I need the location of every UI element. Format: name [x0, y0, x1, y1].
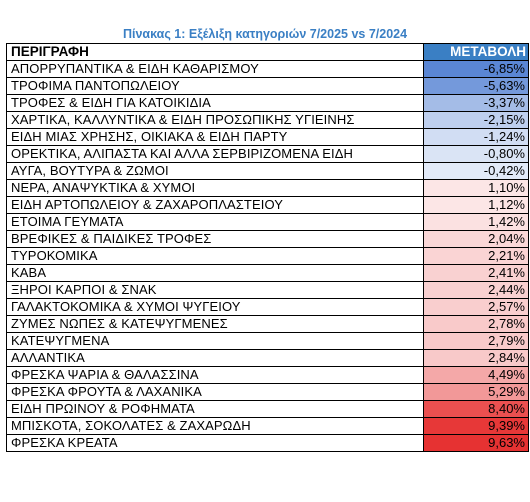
table-row — [7, 95, 529, 112]
category-description-cell: ΤΡΟΦΕΣ & ΕΙΔΗ ΓΙΑ ΚΑΤΟΙΚΙΔΙΑ — [7, 95, 424, 112]
table-title: Πίνακας 1: Εξέλιξη κατηγοριών 7/2025 vs 7/2024 — [122, 27, 408, 41]
table-row — [7, 112, 529, 129]
category-description-cell: ΤΥΡΟΚΟΜΙΚΑ — [7, 248, 424, 265]
table-row — [7, 197, 529, 214]
table-row — [7, 248, 529, 265]
table-row — [7, 214, 529, 231]
category-description-cell: ΜΠΙΣΚΟΤΑ, ΣΟΚΟΛΑΤΕΣ & ΖΑΧΑΡΩΔΗ — [7, 418, 424, 435]
table-row — [7, 384, 529, 401]
change-value-cell: 2,78% — [424, 316, 529, 333]
change-value-cell: -0,42% — [424, 163, 529, 180]
category-description-cell: ΕΤΟΙΜΑ ΓΕΥΜΑΤΑ — [7, 214, 424, 231]
change-value-cell: 2,57% — [424, 299, 529, 316]
change-value-cell: 2,21% — [424, 248, 529, 265]
table-row — [7, 435, 529, 452]
change-value-cell: -2,15% — [424, 112, 529, 129]
category-description-cell: ΑΛΛΑΝΤΙΚΑ — [7, 350, 424, 367]
change-value-cell: 8,40% — [424, 401, 529, 418]
change-value-cell: 1,12% — [424, 197, 529, 214]
change-value-cell: 9,63% — [424, 435, 529, 452]
table-row — [7, 316, 529, 333]
category-description-cell: ΦΡΕΣΚΑ ΨΑΡΙΑ & ΘΑΛΑΣΣΙΝΑ — [7, 367, 424, 384]
change-value-cell: -3,37% — [424, 95, 529, 112]
change-value-cell: 2,44% — [424, 282, 529, 299]
category-description-cell: ΕΙΔΗ ΜΙΑΣ ΧΡΗΣΗΣ, ΟΙΚΙΑΚΑ & ΕΙΔΗ ΠΑΡΤΥ — [7, 129, 424, 146]
category-description-cell: ΦΡΕΣΚΑ ΚΡΕΑΤΑ — [7, 435, 424, 452]
change-value-cell: 2,41% — [424, 265, 529, 282]
table-row — [7, 282, 529, 299]
change-value-cell: 2,84% — [424, 350, 529, 367]
header-row — [7, 44, 529, 61]
change-value-cell: 2,04% — [424, 231, 529, 248]
category-description-cell: ΧΑΡΤΙΚΑ, ΚΑΛΛΥΝΤΙΚΑ & ΕΙΔΗ ΠΡΟΣΩΠΙΚΗΣ ΥΓΙΕΙΝΗΣ — [7, 112, 424, 129]
category-description-cell: ΚΑΒΑ — [7, 265, 424, 282]
change-column-header: ΜΕΤΑΒΟΛΗ — [424, 44, 529, 61]
change-value-cell: -1,24% — [424, 129, 529, 146]
category-description-cell: ΖΥΜΕΣ ΝΩΠΕΣ & ΚΑΤΕΨΥΓΜΕΝΕΣ — [7, 316, 424, 333]
table-row — [7, 401, 529, 418]
category-description-cell: ΤΡΟΦΙΜΑ ΠΑΝΤΟΠΩΛΕΙΟΥ — [7, 78, 424, 95]
change-value-cell: 4,49% — [424, 367, 529, 384]
change-value-cell: 9,39% — [424, 418, 529, 435]
change-value-cell: -0,80% — [424, 146, 529, 163]
table-row — [7, 265, 529, 282]
table-row — [7, 61, 529, 78]
change-value-cell: -5,63% — [424, 78, 529, 95]
table-row — [7, 180, 529, 197]
category-description-cell: ΒΡΕΦΙΚΕΣ & ΠΑΙΔΙΚΕΣ ΤΡΟΦΕΣ — [7, 231, 424, 248]
table-row — [7, 333, 529, 350]
category-description-cell: ΕΙΔΗ ΑΡΤΟΠΩΛΕΙΟΥ & ΖΑΧΑΡΟΠΛΑΣΤΕΙΟΥ — [7, 197, 424, 214]
change-value-cell: 1,42% — [424, 214, 529, 231]
table-row — [7, 299, 529, 316]
table-body — [7, 61, 529, 452]
category-description-cell: ΑΥΓΑ, ΒΟΥΤΥΡΑ & ΖΩΜΟΙ — [7, 163, 424, 180]
category-description-cell: ΑΠΟΡΡΥΠΑΝΤΙΚΑ & ΕΙΔΗ ΚΑΘΑΡΙΣΜΟΥ — [7, 61, 424, 78]
change-value-cell: 5,29% — [424, 384, 529, 401]
category-description-cell: ΕΙΔΗ ΠΡΩΙΝΟΥ & ΡΟΦΗΜΑΤΑ — [7, 401, 424, 418]
change-value-cell: 1,10% — [424, 180, 529, 197]
description-column-header: ΠΕΡΙΓΡΑΦΗ — [7, 44, 424, 61]
category-change-table — [6, 43, 529, 452]
category-description-cell: ΓΑΛΑΚΤΟΚΟΜΙΚΑ & ΧΥΜΟΙ ΨΥΓΕΙΟΥ — [7, 299, 424, 316]
category-description-cell: ΦΡΕΣΚΑ ΦΡΟΥΤΑ & ΛΑΧΑΝΙΚΑ — [7, 384, 424, 401]
table-row — [7, 163, 529, 180]
category-description-cell: ΞΗΡΟΙ ΚΑΡΠΟΙ & ΣΝΑΚ — [7, 282, 424, 299]
table-header — [7, 44, 529, 61]
category-description-cell: ΟΡΕΚΤΙΚΑ, ΑΛΙΠΑΣΤΑ ΚΑΙ ΑΛΛΑ ΣΕΡΒΙΡΙΖΟΜΕΝΑ ΕΙΔΗ — [7, 146, 424, 163]
category-description-cell: ΚΑΤΕΨΥΓΜΕΝΑ — [7, 333, 424, 350]
table-row — [7, 418, 529, 435]
table-row — [7, 231, 529, 248]
table-row — [7, 367, 529, 384]
table-row — [7, 78, 529, 95]
table-row — [7, 146, 529, 163]
table-row — [7, 129, 529, 146]
category-description-cell: ΝΕΡΑ, ΑΝΑΨΥΚΤΙΚΑ & ΧΥΜΟΙ — [7, 180, 424, 197]
table-row — [7, 350, 529, 367]
change-value-cell: -6,85% — [424, 61, 529, 78]
change-value-cell: 2,79% — [424, 333, 529, 350]
